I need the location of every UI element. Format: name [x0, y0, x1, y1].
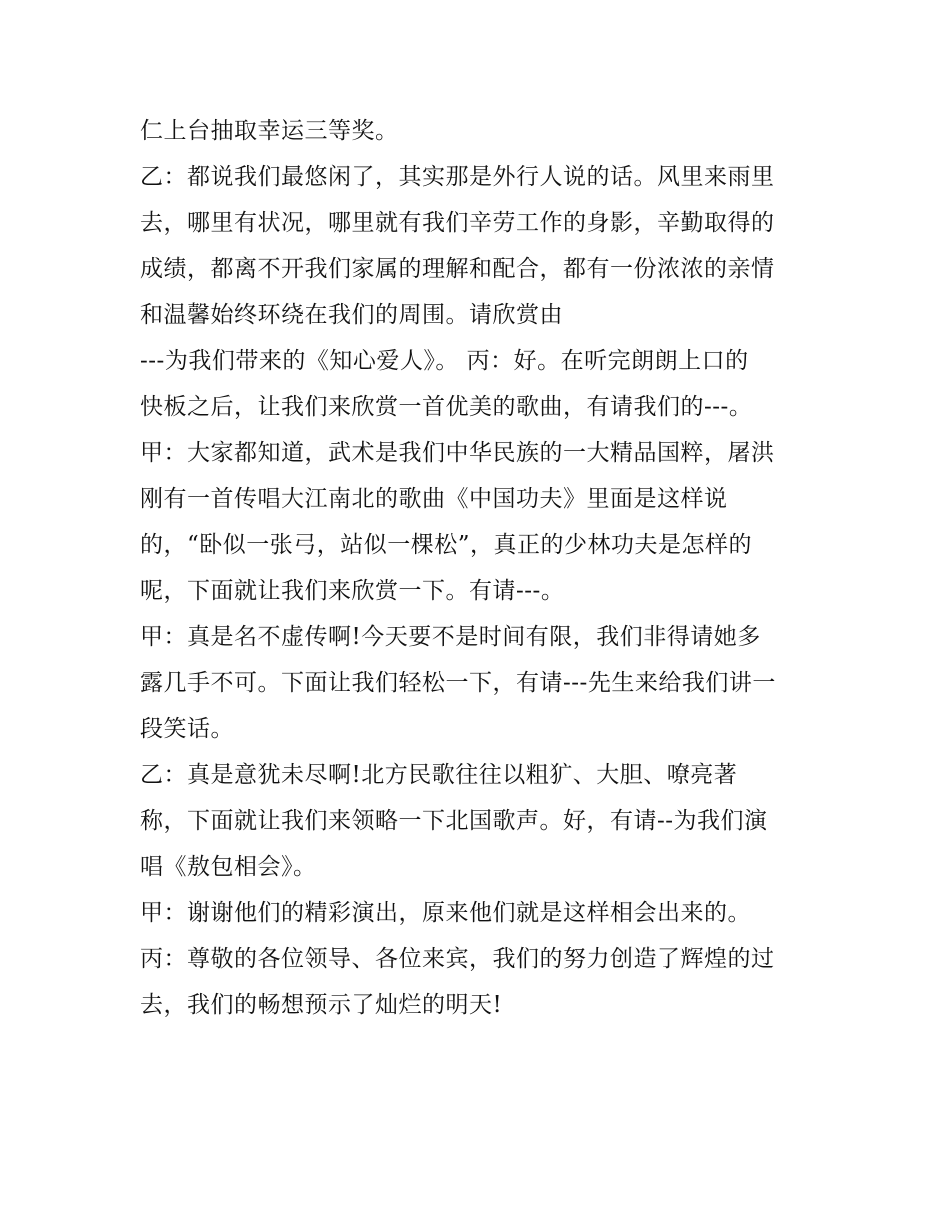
text-line: 和温馨始终环绕在我们的周围。请欣赏由	[140, 302, 563, 328]
text-line: 仁上台抽取幸运三等奖。	[140, 118, 399, 144]
text-line: 去，我们的畅想预示了灿烂的明天!	[140, 992, 503, 1018]
text-line: 甲：真是名不虚传啊!今天要不是时间有限，我们非得请她多	[140, 624, 761, 650]
text-line: 去，哪里有状况，哪里就有我们辛劳工作的身影，辛勤取得的	[140, 210, 775, 236]
document-body	[140, 108, 820, 1028]
text-line: 露几手不可。下面让我们轻松一下，有请---先生来给我们讲一	[140, 670, 776, 696]
text-line: 乙：真是意犹未尽啊!北方民歌往往以粗犷、大胆、嘹亮著	[140, 762, 738, 788]
text-line: 称，下面就让我们来领略一下北国歌声。好，有请--为我们演	[140, 808, 768, 834]
text-line: 呢，下面就让我们来欣赏一下。有请---。	[140, 578, 565, 604]
text-line: 成绩，都离不开我们家属的理解和配合，都有一份浓浓的亲情	[140, 256, 775, 282]
text-line: ---为我们带来的《知心爱人》。 丙：好。在听完朗朗上口的	[140, 348, 749, 374]
text-line: 唱《敖包相会》。	[140, 854, 317, 880]
text-line: 刚有一首传唱大江南北的歌曲《中国功夫》里面是这样说	[140, 486, 728, 512]
text-line: 快板之后，让我们来欣赏一首优美的歌曲，有请我们的---。	[140, 394, 753, 420]
text-line: 甲：大家都知道，武术是我们中华民族的一大精品国粹，屠洪	[140, 440, 775, 466]
text-line: 段笑话。	[140, 716, 234, 742]
text-line: 丙：尊敬的各位领导、各位来宾，我们的努力创造了辉煌的过	[140, 946, 775, 972]
text-line: 乙：都说我们最悠闲了，其实那是外行人说的话。风里来雨里	[140, 164, 775, 190]
text-line: 甲：谢谢他们的精彩演出，原来他们就是这样相会出来的。	[140, 900, 751, 926]
text-line: 的，“卧似一张弓，站似一棵松”，真正的少林功夫是怎样的	[140, 532, 753, 558]
